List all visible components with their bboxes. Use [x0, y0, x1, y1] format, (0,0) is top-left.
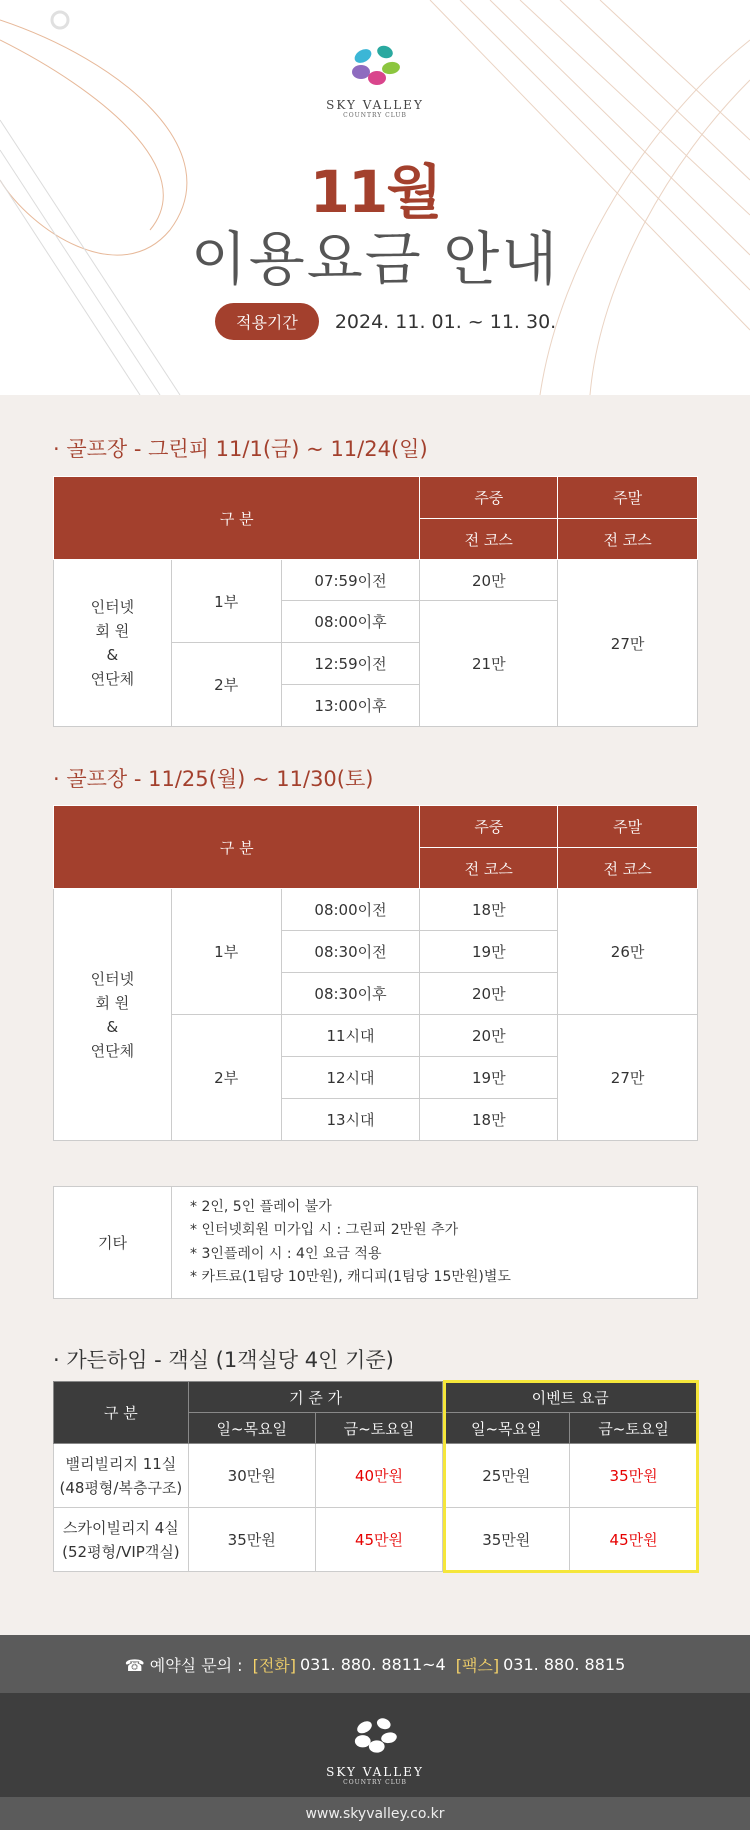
time-cell: 13시대 [281, 1099, 420, 1141]
time-cell: 12:59이전 [281, 643, 420, 685]
section-title-greenfee-1: · 골프장 - 그린피 11/1(금) ~ 11/24(일) [53, 437, 428, 461]
header-sun-thu: 일~목요일 [443, 1413, 570, 1444]
member-group: 인터넷 회 원 & 연단체 [54, 889, 172, 1141]
header-course-weekend: 전 코스 [558, 848, 698, 889]
flower-logo-icon [347, 42, 403, 90]
header-course-weekend: 전 코스 [558, 519, 698, 560]
footer [0, 1693, 750, 1830]
header-course-weekday: 전 코스 [420, 519, 558, 560]
time-cell: 11시대 [281, 1015, 420, 1057]
header-fri-sat: 금~토요일 [315, 1413, 443, 1444]
contact-label: ☎ 예약실 문의 : [124, 1655, 243, 1675]
weekday-price: 21만 [420, 601, 558, 727]
header-weekday: 주중 [420, 477, 558, 519]
time-cell: 13:00이후 [281, 685, 420, 727]
tel-label: [전화] [252, 1655, 296, 1675]
weekday-price: 20만 [420, 973, 558, 1015]
fax-label: [팩스] [455, 1655, 500, 1675]
section-title-greenfee-2: · 골프장 - 11/25(월) ~ 11/30(토) [53, 767, 374, 791]
weekday-price: 20만 [420, 1015, 558, 1057]
header-weekend: 주말 [558, 477, 698, 519]
footer-logo[interactable] [325, 1715, 425, 1786]
flower-logo-icon [350, 1715, 400, 1757]
header-fri-sat: 금~토요일 [570, 1413, 698, 1444]
header-weekday: 주중 [420, 806, 558, 848]
greenfee-table-2 [53, 805, 698, 1141]
period-row [215, 303, 556, 340]
website-link[interactable]: www.skyvalley.co.kr [0, 1797, 750, 1830]
part-2: 2부 [171, 1015, 281, 1141]
room-price: 30만원 [188, 1444, 315, 1508]
footer-brand-sub: COUNTRY CLUB [343, 1779, 407, 1786]
time-cell: 08:00이전 [281, 889, 420, 931]
etc-note: * 인터넷회원 미가입 시 : 그린피 2만원 추가 [190, 1222, 459, 1239]
room-price-weekend: 45만원 [315, 1508, 443, 1572]
room-name: 밸리빌리지 11실 (48평형/복층구조) [54, 1444, 189, 1508]
period-text: 2024. 11. 01. ~ 11. 30. [334, 310, 557, 333]
time-cell: 12시대 [281, 1057, 420, 1099]
footer-brand-name: SKY VALLEY [326, 1765, 424, 1779]
etc-note: * 3인플레이 시 : 4인 요금 적용 [190, 1245, 382, 1262]
time-cell: 08:30이전 [281, 931, 420, 973]
period-badge: 적용기간 [215, 303, 319, 340]
header-sun-thu: 일~목요일 [188, 1413, 315, 1444]
part-1: 1부 [171, 560, 281, 643]
rooms-table [53, 1381, 698, 1572]
time-cell: 08:30이후 [281, 973, 420, 1015]
header-category: 구 분 [54, 477, 420, 560]
tel-number[interactable]: 031. 880. 8811~4 [299, 1654, 446, 1674]
member-group: 인터넷 회 원 & 연단체 [54, 560, 172, 727]
brand-name: SKY VALLEY [326, 98, 424, 112]
weekday-price: 18만 [420, 1099, 558, 1141]
part-2: 2부 [171, 643, 281, 727]
etc-note: * 카트료(1팀당 10만원), 캐디피(1팀당 15만원)별도 [190, 1268, 511, 1285]
month-title: 11월 [309, 158, 441, 226]
section-title-rooms: · 가든하임 - 객실 (1객실당 4인 기준) [53, 1348, 394, 1372]
weekend-price: 26만 [558, 889, 698, 1015]
room-price: 35만원 [443, 1508, 570, 1572]
header-category: 구 분 [54, 1382, 189, 1444]
etc-notes [172, 1187, 698, 1299]
room-name: 스카이빌리지 4실 (52평형/VIP객실) [54, 1508, 189, 1572]
etc-table [53, 1186, 698, 1299]
header-base-price: 기 준 가 [188, 1382, 443, 1413]
weekend-price: 27만 [558, 1015, 698, 1141]
weekend-price: 27만 [558, 560, 698, 727]
weekday-price: 18만 [420, 889, 558, 931]
brand-logo[interactable] [325, 42, 425, 119]
header-course-weekday: 전 코스 [420, 848, 558, 889]
weekday-price: 19만 [420, 931, 558, 973]
weekday-price: 19만 [420, 1057, 558, 1099]
contact-bar [0, 1635, 750, 1693]
weekday-price: 20만 [420, 560, 558, 601]
header-category: 구 분 [54, 806, 420, 889]
header-event-price: 이벤트 요금 [443, 1382, 698, 1413]
time-cell: 08:00이후 [281, 601, 420, 643]
room-price-weekend: 35만원 [570, 1444, 698, 1508]
part-1: 1부 [171, 889, 281, 1015]
greenfee-table-1 [53, 476, 698, 727]
page-title: 이용요금 안내 [190, 225, 560, 293]
brand-sub: COUNTRY CLUB [343, 112, 407, 119]
header [0, 0, 750, 395]
time-cell: 07:59이전 [281, 560, 420, 601]
fax-number: 031. 880. 8815 [503, 1654, 626, 1674]
room-price: 25만원 [443, 1444, 570, 1508]
header-weekend: 주말 [558, 806, 698, 848]
room-price-weekend: 45만원 [570, 1508, 698, 1572]
etc-label: 기타 [54, 1187, 172, 1299]
room-price: 35만원 [188, 1508, 315, 1572]
etc-note: * 2인, 5인 플레이 불가 [190, 1199, 332, 1216]
room-price-weekend: 40만원 [315, 1444, 443, 1508]
